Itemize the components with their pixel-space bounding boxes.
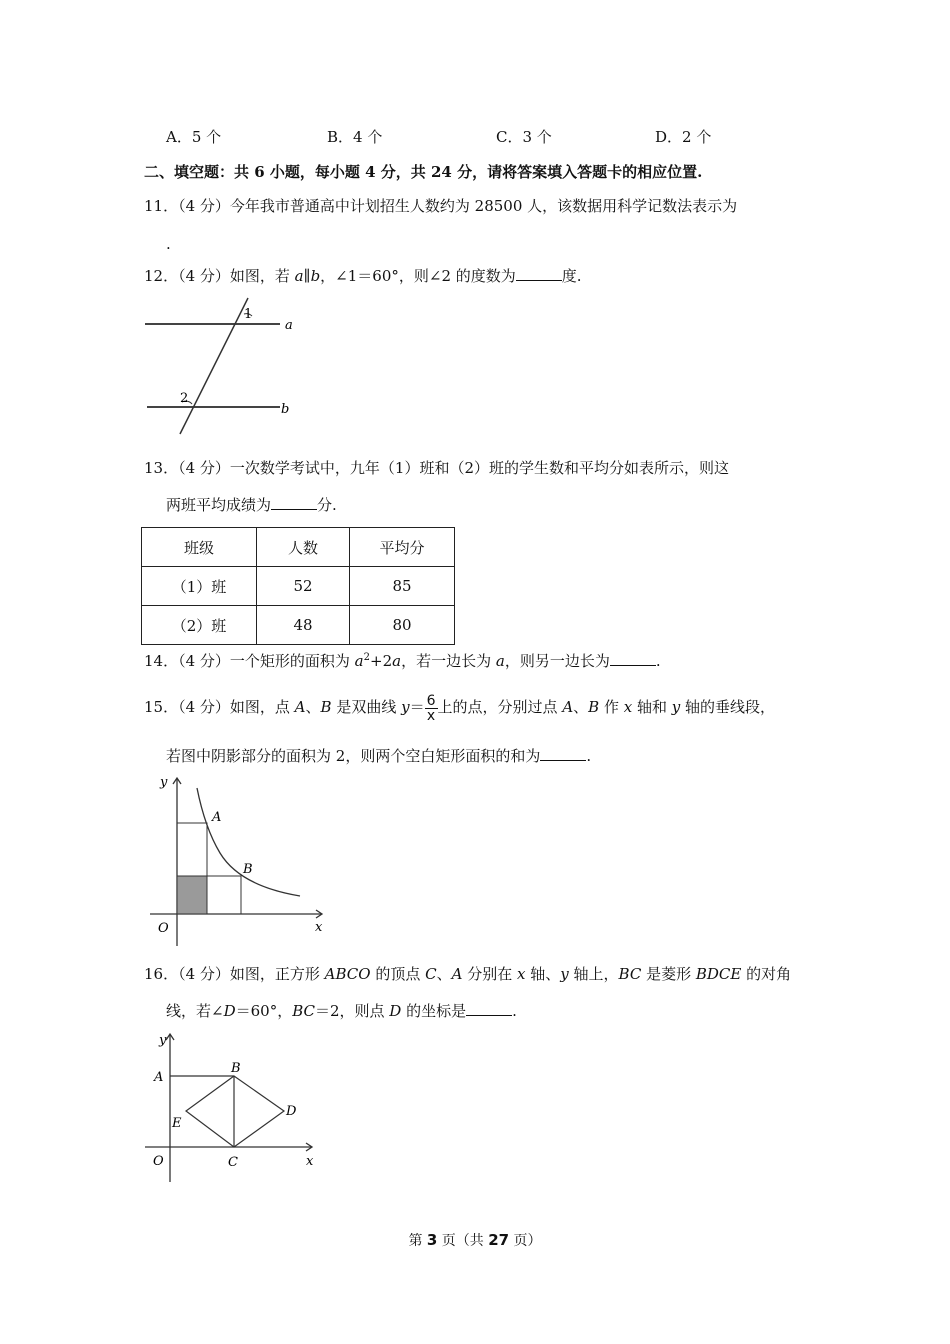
point-b-label: B (243, 862, 253, 877)
rhombus-bdce (186, 1076, 284, 1147)
section-heading: 二、填空题：共 6 小题，每小题 4 分，共 24 分，请将答案填入答题卡的相应位置. (144, 163, 703, 181)
table-cell: 48 (257, 606, 350, 645)
hyperbola (197, 788, 300, 896)
option-c: C．3 个 (496, 128, 552, 146)
q12-figure (140, 296, 310, 438)
q13-text-2: 两班平均成绩为 分. (166, 496, 337, 514)
point-a-label: A (154, 1070, 164, 1085)
answer-blank (271, 495, 317, 510)
table-header: 平均分 (350, 528, 455, 567)
q11-tail: . (166, 235, 171, 253)
score-table (141, 527, 455, 645)
line-b-label: b (281, 402, 290, 417)
q16-text-2: 线，若∠D＝60°，BC＝2，则点 D 的坐标是 . (166, 1002, 517, 1020)
x-label: x (306, 1154, 314, 1169)
point-a-label: A (212, 810, 222, 825)
q12-text: 12．（4 分）如图，若 a∥b，∠1＝60°，则∠2 的度数为 度. (144, 267, 582, 285)
point-c-label: C (228, 1155, 238, 1170)
q13-text: 13．（4 分）一次数学考试中，九年（1）班和（2）班的学生数和平均分如表所示，则这 (144, 459, 729, 477)
table-row (142, 606, 455, 645)
point-b-label: B (231, 1061, 241, 1076)
point-d-label: D (286, 1104, 297, 1119)
answer-blank (466, 1001, 512, 1016)
q14-text: 14．（4 分）一个矩形的面积为 $a^2+2a$，若一边长为 a，则另一边长为 . (144, 652, 661, 670)
option-b: B．4 个 (327, 128, 383, 146)
origin-label: O (158, 921, 169, 936)
table-cell: 85 (350, 567, 455, 606)
origin-label: O (153, 1154, 164, 1169)
table-cell: （1）班 (142, 567, 257, 606)
y-label: y (159, 1033, 167, 1048)
option-a: A．5 个 (166, 128, 222, 146)
transversal (180, 298, 248, 434)
option-d: D．2 个 (655, 128, 712, 146)
answer-blank (516, 266, 562, 281)
q15-figure (140, 768, 340, 948)
line-a-label: a (285, 318, 293, 333)
table-cell: （2）班 (142, 606, 257, 645)
table-cell: 52 (257, 567, 350, 606)
angle-2-label: 2 (180, 391, 189, 406)
page-footer: 第 3 页（共 27 页） (408, 1231, 542, 1249)
q16-text: 16．（4 分）如图，正方形 ABCO 的顶点 C、A 分别在 x 轴、y 轴上，BC 是菱形 BDCE 的对角 (144, 965, 792, 983)
page-total: 27 (488, 1231, 510, 1249)
answer-blank (610, 651, 656, 666)
q15-text-2: 若图中阴影部分的面积为 2，则两个空白矩形面积的和为 . (166, 747, 592, 765)
table-header-row (142, 528, 455, 567)
q16-figure (140, 1024, 340, 1189)
table-header: 人数 (257, 528, 350, 567)
fraction: $\frac{6}{x}$ (426, 692, 436, 724)
point-e-label: E (172, 1116, 182, 1131)
answer-blank (540, 746, 586, 761)
table-header: 班级 (142, 528, 257, 567)
table-cell: 80 (350, 606, 455, 645)
page-number: 3 (426, 1231, 438, 1249)
y-label: y (160, 775, 168, 790)
q15-text: 15．（4 分）如图，点 A、B 是双曲线 y＝ $\frac{6}{x}$ 上的点，分别过点 A、B 作 x 轴和 y 轴的垂线段， (144, 692, 776, 724)
table-row (142, 567, 455, 606)
q11-text: 11．（4 分）今年我市普通高中计划招生人数约为 28500 人，该数据用科学记数法表示为 (144, 197, 738, 215)
shaded-rect (177, 876, 207, 914)
angle-1-label: 1 (244, 307, 253, 322)
x-label: x (315, 920, 323, 935)
